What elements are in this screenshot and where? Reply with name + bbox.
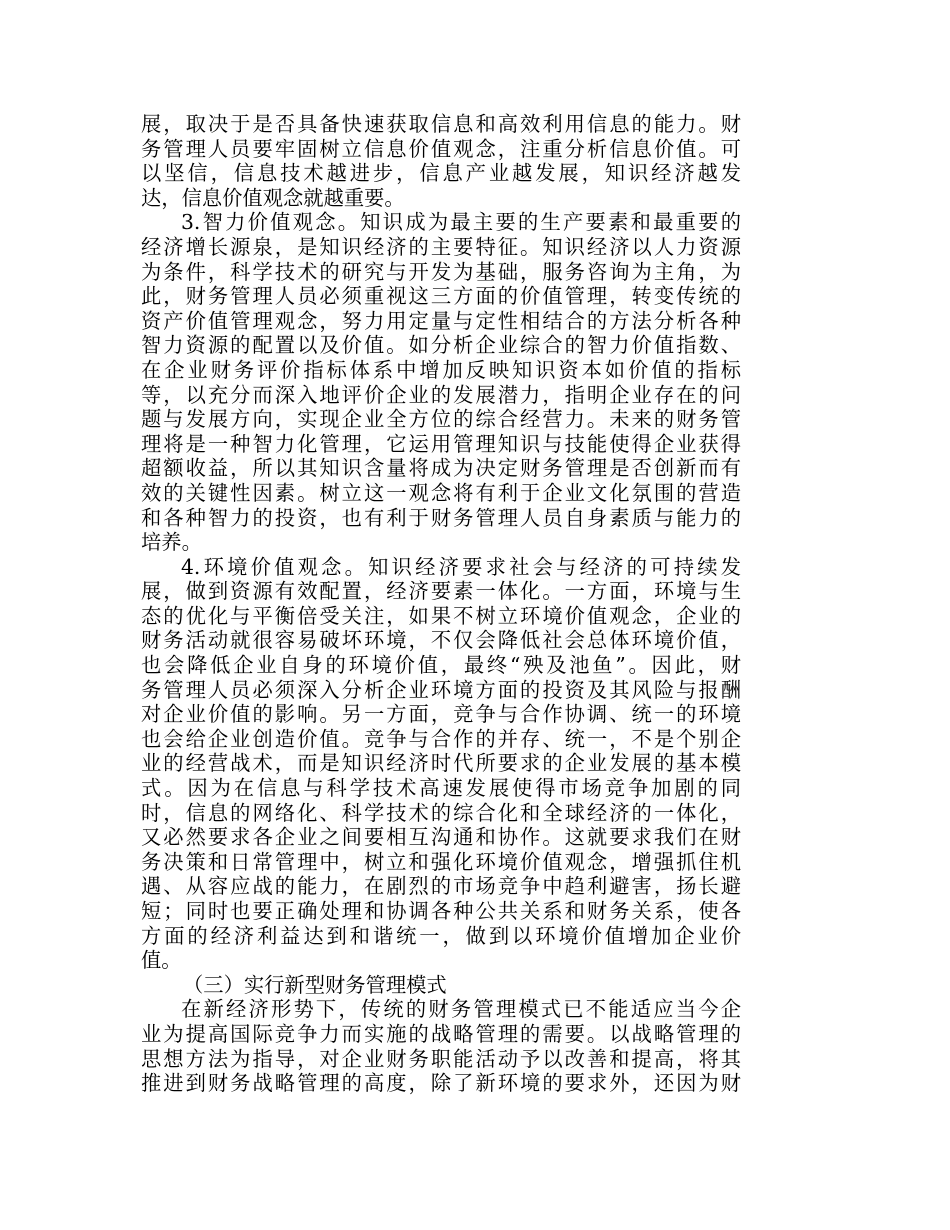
- text-line: 务管理人员必须深入分析企业环境方面的投资及其风险与报酬: [141, 677, 741, 702]
- text-line: 也会降低企业自身的环境价值，最终“殃及池鱼”。因此，财: [141, 653, 741, 678]
- text-line: 为条件，科学技术的研究与开发为基础，服务咨询为主角，为: [141, 259, 741, 284]
- text-line: 超额收益，所以其知识含量将成为决定财务管理是否创新而有: [141, 456, 741, 481]
- text-line: 等，以充分而深入地评价企业的发展潜力，指明企业存在的问: [141, 382, 741, 407]
- text-line: 效的关键性因素。树立这一观念将有利于企业文化氛围的营造: [141, 480, 741, 505]
- text-line: 4.环境价值观念。知识经济要求社会与经济的可持续发: [181, 554, 741, 579]
- text-line: 展，取决于是否具备快速获取信息和高效利用信息的能力。财: [141, 112, 741, 136]
- text-line: 对企业价值的影响。另一方面，竞争与合作协调、统一的环境: [141, 702, 741, 727]
- text-line: 务管理人员要牢固树立信息价值观念，注重分析信息价值。可: [141, 136, 741, 161]
- text-line: 在新经济形势下，传统的财务管理模式已不能适应当今企: [181, 997, 741, 1022]
- text-line: 思想方法为指导，对企业财务职能活动予以改善和提高，将其: [141, 1046, 741, 1071]
- text-line: 和各种智力的投资，也有利于财务管理人员自身素质与能力的: [141, 505, 741, 530]
- text-line: 务决策和日常管理中，树立和强化环境价值观念，增强抓住机: [141, 849, 741, 874]
- document-body: [141, 112, 741, 1096]
- text-line: 又必然要求各企业之间要相互沟通和协作。这就要求我们在财: [141, 825, 741, 850]
- text-line: 式。因为在信息与科学技术高速发展使得市场竞争加剧的同: [141, 776, 741, 801]
- text-line: 财务活动就很容易破坏环境，不仅会降低社会总体环境价值，: [141, 628, 741, 653]
- text-line: 培养。: [141, 530, 202, 555]
- text-line: 业为提高国际竞争力而实施的战略管理的需要。以战略管理的: [141, 1021, 741, 1046]
- text-line: 经济增长源泉，是知识经济的主要特征。知识经济以人力资源: [141, 234, 741, 259]
- text-line: 3.智力价值观念。知识成为最主要的生产要素和最重要的: [181, 210, 741, 235]
- text-line: 理将是一种智力化管理，它运用管理知识与技能使得企业获得: [141, 431, 741, 456]
- text-line: 资产价值管理观念，努力用定量与定性相结合的方法分析各种: [141, 308, 741, 333]
- text-line: 智力资源的配置以及价值。如分析企业综合的智力价值指数、: [141, 333, 741, 358]
- text-line: 也会给企业创造价值。竞争与合作的并存、统一，不是个别企: [141, 726, 741, 751]
- section-heading: （三）实行新型财务管理模式: [183, 972, 447, 997]
- text-line: 达，信息价值观念就越重要。: [141, 185, 405, 210]
- text-line: 方面的经济利益达到和谐统一，做到以环境价值增加企业价: [141, 923, 741, 948]
- text-line: 态的优化与平衡倍受关注，如果不树立环境价值观念，企业的: [141, 603, 741, 628]
- text-line: 推进到财务战略管理的高度，除了新环境的要求外，还因为财: [141, 1071, 741, 1096]
- text-line: 展，做到资源有效配置，经济要素一体化。一方面，环境与生: [141, 579, 741, 604]
- text-line: 题与发展方向，实现企业全方位的综合经营力。未来的财务管: [141, 407, 741, 432]
- text-line: 业的经营战术，而是知识经济时代所要求的企业发展的基本模: [141, 751, 741, 776]
- text-line: 短；同时也要正确处理和协调各种公共关系和财务关系，使各: [141, 899, 741, 923]
- text-line: 时，信息的网络化、科学技术的综合化和全球经济的一体化，: [141, 800, 741, 825]
- text-line: 此，财务管理人员必须重视这三方面的价值管理，转变传统的: [141, 284, 741, 309]
- text-line: 遇、从容应战的能力，在剧烈的市场竞争中趋利避害，扬长避: [141, 874, 741, 899]
- text-line: 值。: [141, 948, 182, 973]
- text-line: 在企业财务评价指标体系中增加反映知识资本如价值的指标: [141, 357, 741, 382]
- text-line: 以坚信，信息技术越进步，信息产业越发展，知识经济越发: [141, 161, 741, 186]
